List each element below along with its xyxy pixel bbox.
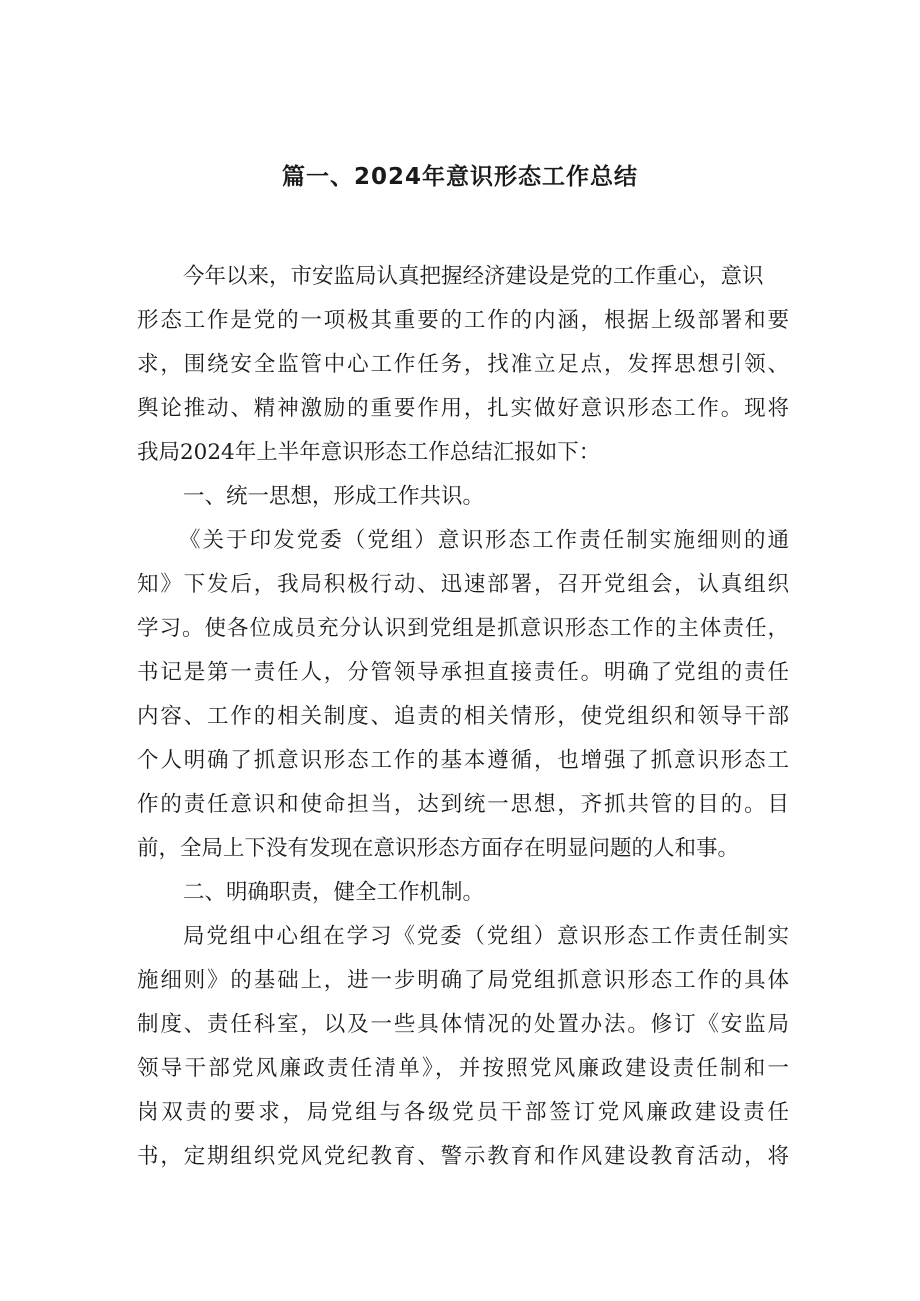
paragraph-line: 制度、责任科室，以及一些具体情况的处置办法。修订《安监局 (137, 1012, 789, 1037)
paragraph-line: 前，全局上下没有发现在意识形态方面存在明显问题的人和事。 (137, 836, 740, 861)
paragraph-line: 求，围绕安全监管中心工作任务，找准立足点，发挥思想引领、 (137, 352, 789, 377)
paragraph-line: 内容、工作的相关制度、追责的相关情形，使党组织和领导干部 (137, 704, 789, 729)
paragraph-line: 今年以来，市安监局认真把握经济建设是党的工作重心，意识 (183, 264, 764, 289)
paragraph-line: 作的责任意识和使命担当，达到统一思想，齐抓共管的目的。目 (137, 792, 789, 817)
paragraph-line: 形态工作是党的一项极其重要的工作的内涵，根据上级部署和要 (137, 308, 789, 333)
paragraph-line: 学习。使各位成员充分认识到党组是抓意识形态工作的主体责任， (137, 616, 789, 641)
paragraph-line: 岗双责的要求，局党组与各级党员干部签订党风廉政建设责任 (137, 1100, 789, 1125)
section-heading: 一、统一思想，形成工作共识。 (183, 484, 485, 509)
document-title: 篇一、2024年意识形态工作总结 (281, 164, 638, 190)
paragraph-line: 施细则》的基础上，进一步明确了局党组抓意识形态工作的具体 (137, 968, 789, 993)
section-heading: 二、明确职责，健全工作机制。 (183, 880, 485, 905)
paragraph-line: 书，定期组织党风党纪教育、警示教育和作风建设教育活动，将 (137, 1144, 789, 1169)
paragraph-line: 我局2024年上半年意识形态工作总结汇报如下： (137, 440, 601, 465)
paragraph-line: 书记是第一责任人，分管领导承担直接责任。明确了党组的责任 (137, 660, 789, 685)
document-body (137, 255, 789, 1179)
paragraph-line: 舆论推动、精神激励的重要作用，扎实做好意识形态工作。现将 (137, 396, 789, 421)
paragraph-line: 领导干部党风廉政责任清单》，并按照党风廉政建设责任制和一 (137, 1056, 789, 1081)
paragraph-line: 《关于印发党委（党组）意识形态工作责任制实施细则的通 (179, 528, 789, 553)
paragraph-line: 局党组中心组在学习《党委（党组）意识形态工作责任制实 (183, 924, 789, 949)
paragraph-line: 知》下发后，我局积极行动、迅速部署，召开党组会，认真组织 (137, 572, 789, 597)
paragraph-line: 个人明确了抓意识形态工作的基本遵循，也增强了抓意识形态工 (137, 748, 789, 773)
